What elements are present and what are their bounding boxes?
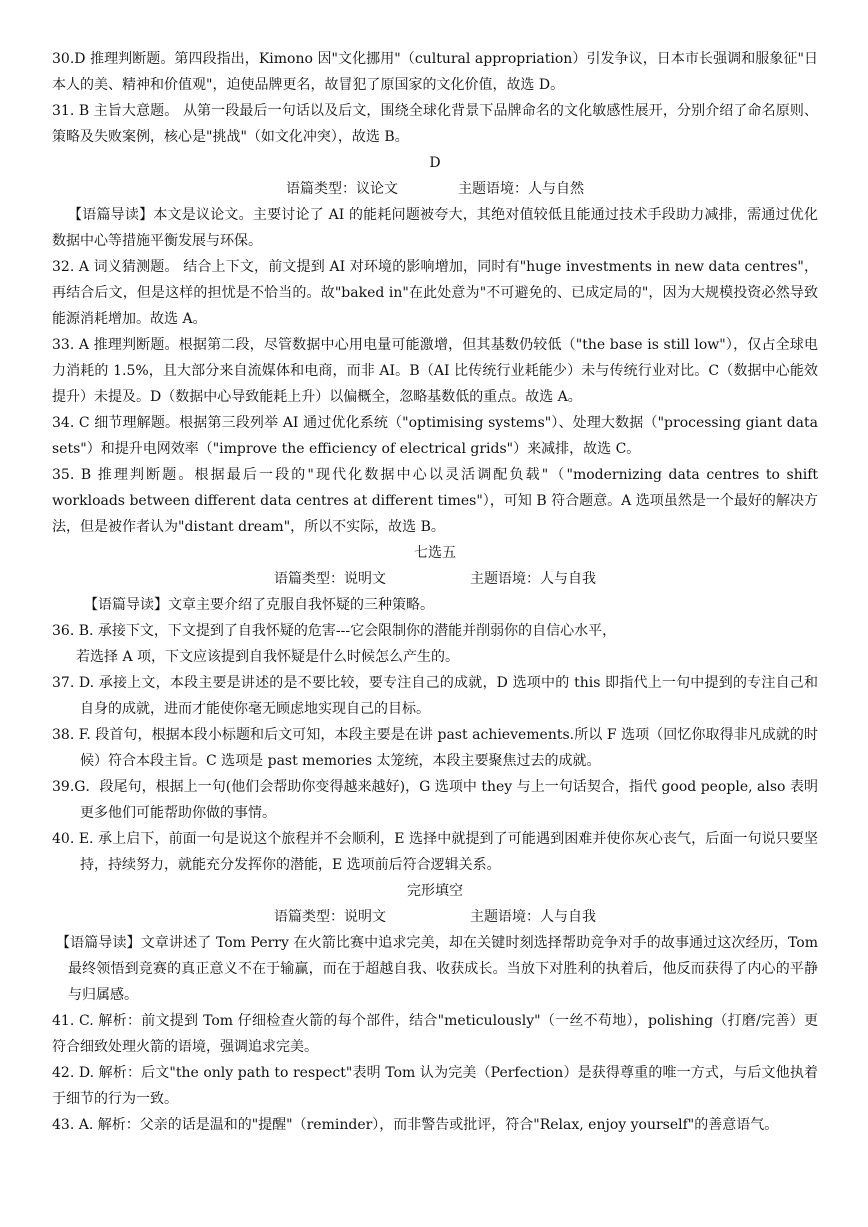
answer-43: 43. A. 解析：父亲的话是温和的"提醒"（reminder），而非警告或批评，符合"Relax, enjoy yourself"的善意语气。 [52, 1117, 779, 1133]
theme-context: 主题语境：人与自然 [458, 181, 584, 197]
answer-31: 31. B 主旨大意题。 从第一段最后一句话以及后文，围绕全球化背景下品牌命名的文化敏感性展开，分别介绍了命名原则、策略及失败案例，核心是"挑战"（如文化冲突），故选 B。 [52, 103, 818, 145]
answer-32: 32. A 词义猜测题。 结合上下文，前文提到 AI 对环境的影响增加，同时有"huge investments in new data centres"，再结合后文，但是这样的担忧是不恰当的。故"baked in"在此处意为"不可避免的、已成定局的"，因为大规模投资必然导致能源消耗增加。故选 A。 [52, 259, 818, 327]
answer-42: 42. D. 解析：后文"the only path to respect"表明 Tom 认为完美（Perfection）是获得尊重的唯一方式，与后文他执着于细节的行为一致。 [52, 1065, 818, 1107]
section-title-d: D [429, 155, 441, 171]
section-meta-d [52, 176, 818, 202]
answer-36-continued: 若选择 A 项，下文应该提到自我怀疑是什么时候怎么产生的。 [76, 649, 460, 665]
text-type: 语篇类型：议论文 [286, 181, 398, 197]
reading-guide-d: 【语篇导读】本文是议论文。主要讨论了 AI 的能耗问题被夸大，其绝对值较低且能通过技术手段助力减排，需通过优化数据中心等措施平衡发展与环保。 [52, 207, 818, 249]
answer-41: 41. C. 解析：前文提到 Tom 仔细检查火箭的每个部件，结合"meticulously"（一丝不苟地），polishing（打磨/完善）更符合细致处理火箭的语境，强调追求完美。 [52, 1013, 818, 1055]
reading-guide-cloze: 【语篇导读】文章讲述了 Tom Perry 在火箭比赛中追求完美，却在关键时刻选择帮助竞争对手的故事通过这次经历，Tom 最终领悟到竞赛的真正意义不在于输赢，而在于超越自我、收获成长。当放下对胜利的执着后，他反而获得了内心的平静与归属感。 [56, 935, 818, 1003]
answer-36: 36. B. 承接下文，下文提到了自我怀疑的危害---它会限制你的潜能并削弱你的自信心水平， [52, 623, 617, 639]
answer-30: 30.D 推理判断题。第四段指出，Kimono 因"文化挪用"（cultural appropriation）引发争议，日本市长强调和服象征"日本人的美、精神和价值观"，迫使品牌更名，故冒犯了原国家的文化价值，故选 D。 [52, 51, 818, 93]
theme-context: 主题语境：人与自我 [470, 571, 596, 587]
answer-40: 40. E. 承上启下，前面一句是说这个旅程并不会顺利，E 选择中就提到了可能遇到困难并使你灰心丧气，后面一句说只要坚持，持续努力，就能充分发挥你的潜能，E 选项前后符合逻辑关系。 [52, 831, 818, 873]
section-title-cloze: 完形填空 [407, 883, 463, 899]
theme-context: 主题语境：人与自我 [470, 909, 596, 925]
answer-38: 38. F. 段首句，根据本段小标题和后文可知，本段主要是在讲 past achievements.所以 F 选项（回忆你取得非凡成就的时候）符合本段主旨。C 选项是 past memories 太笼统，本段主要聚焦过去的成就。 [52, 727, 818, 769]
section-meta-seven-choose-five [52, 566, 818, 592]
answer-33: 33. A 推理判断题。根据第二段，尽管数据中心用电量可能激增，但其基数仍较低（"the base is still low"），仅占全球电力消耗的 1.5%，且大部分来自流媒体和电商，而非 AI。B（AI 比传统行业耗能少）未与传统行业对比。C（数据中心能效提升）未提及。D（数据中心导致能耗上升）以偏概全，忽略基数低的重点。故选 A。 [52, 337, 818, 405]
text-type: 语篇类型：说明文 [274, 571, 386, 587]
answer-34: 34. C 细节理解题。根据第三段列举 AI 通过优化系统（"optimising systems"）、处理大数据（"processing giant data sets"）和提升电网效率（"improve the efficiency of electrical grids"）来减排，故选 C。 [52, 415, 818, 457]
section-meta-cloze [52, 904, 818, 930]
answer-39: 39.G．段尾句，根据上一句(他们会帮助你变得越来越好)，G 选项中 they 与上一句话契合，指代 good people, also 表明更多他们可能帮助你做的事情。 [52, 779, 818, 821]
text-type: 语篇类型：说明文 [274, 909, 386, 925]
reading-guide-seven-choose-five: 【语篇导读】文章主要介绍了克服自我怀疑的三种策略。 [84, 597, 434, 613]
section-title-seven-choose-five: 七选五 [414, 545, 456, 561]
answer-37: 37. D. 承接上文，本段主要是讲述的是不要比较，要专注自己的成就，D 选项中的 this 即指代上一句中提到的专注自己和自身的成就，进而才能使你毫无顾虑地实现自己的目标。 [52, 675, 818, 717]
answer-35: 35. B 推理判断题。根据最后一段的"现代化数据中心以灵活调配负载"（"modernizing data centres to shift workloads between different data centres at different times"），可知 B 符合题意。A 选项虽然是一个最好的解决方法，但是被作者认为"distant dream"，所以不实际，故选 B。 [52, 467, 818, 535]
